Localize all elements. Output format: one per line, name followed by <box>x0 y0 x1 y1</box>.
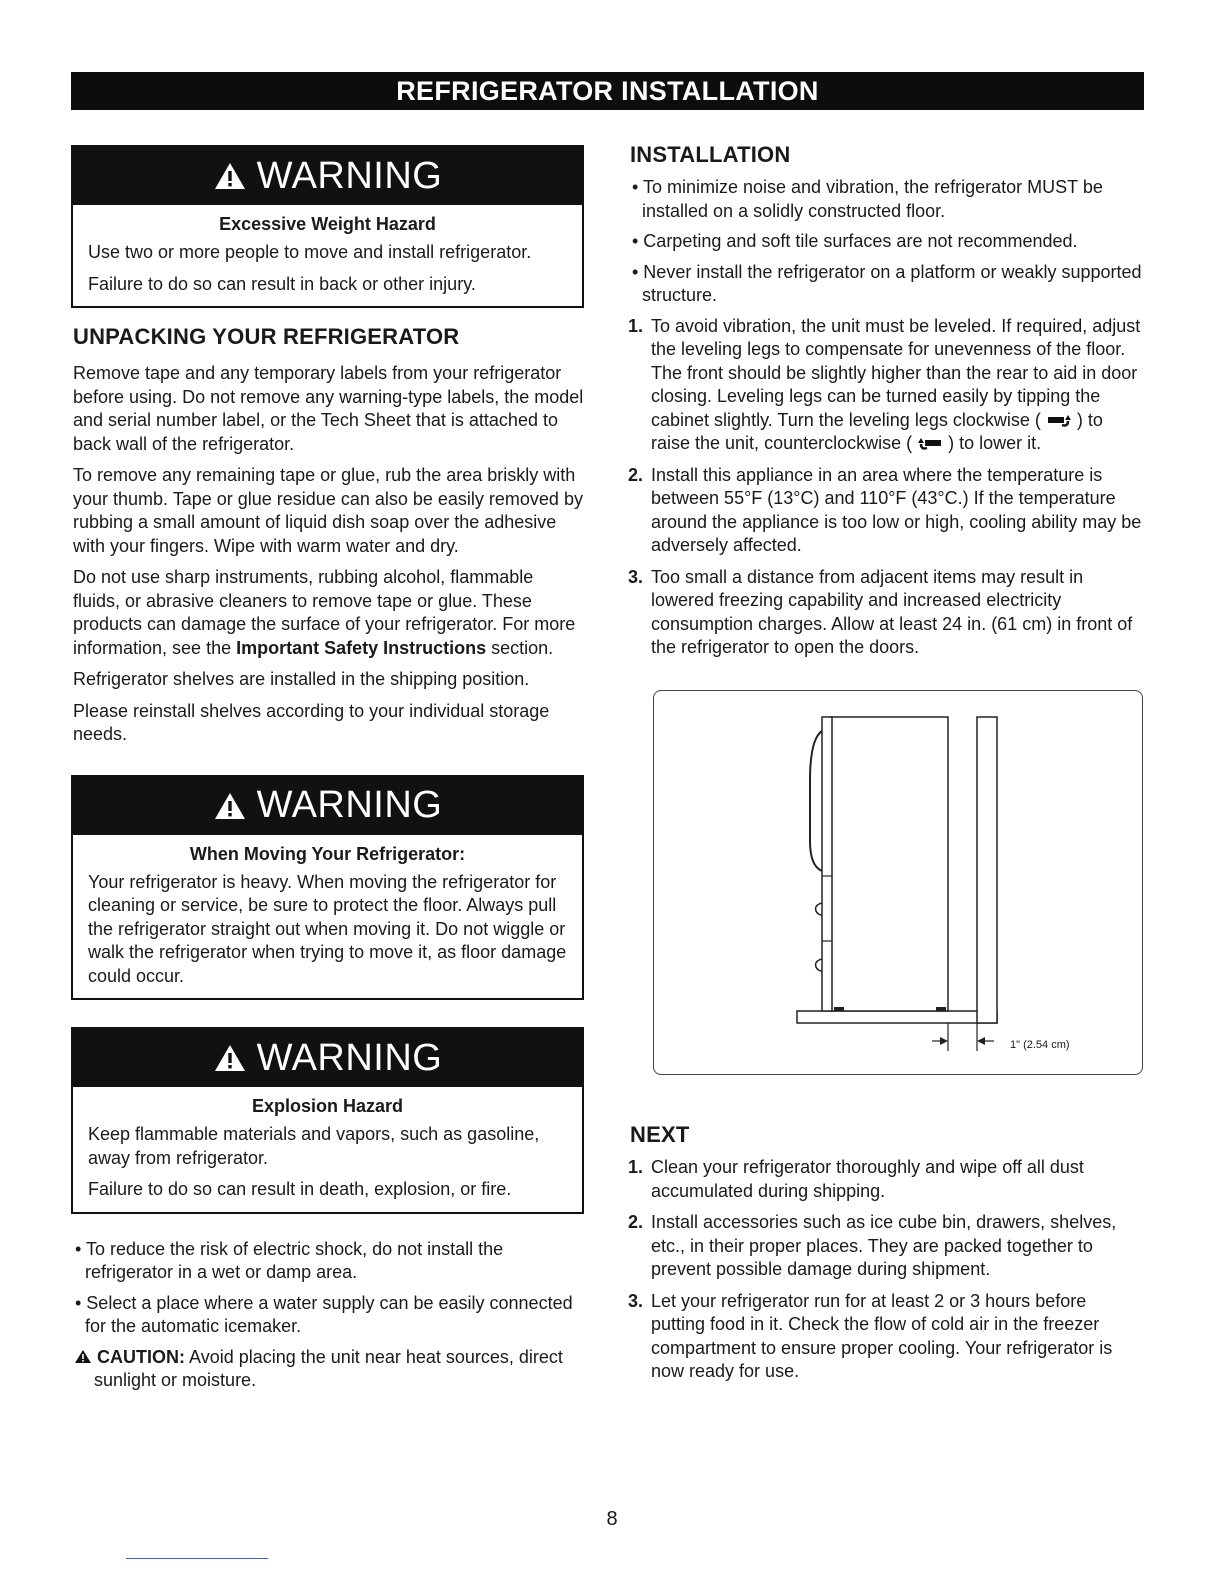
list-item: • Select a place where a water supply can be easily connected for the automatic icemaker. <box>75 1292 573 1336</box>
page-number: 8 <box>606 1508 618 1530</box>
list-item: • To reduce the risk of electric shock, do not install the refrigerator in a wet or damp area. <box>75 1238 504 1282</box>
section-heading-installation: INSTALLATION <box>630 142 791 167</box>
warning-text: Keep flammable materials and vapors, such as gasoline, away from refrigerator. <box>88 1124 540 1168</box>
refrigerator-side-view-illustration <box>654 691 1144 1076</box>
left-column <box>71 145 584 1393</box>
section-heading-unpacking: UNPACKING YOUR REFRIGERATOR <box>73 324 460 349</box>
footer-rule <box>126 1558 268 1559</box>
warning-box-moving <box>71 775 584 1001</box>
warning-subtitle: When Moving Your Refrigerator: <box>189 843 466 864</box>
gap-dimension-label: 1" (2.54 cm) <box>1010 1039 1070 1051</box>
warning-text: Failure to do so can result in back or other injury. <box>88 273 476 294</box>
list-item: • Carpeting and soft tile surfaces are not recommended. <box>632 231 1078 251</box>
warning-subtitle: Excessive Weight Hazard <box>219 214 436 234</box>
clearance-diagram <box>653 690 1143 1075</box>
warning-title: WARNING <box>256 784 443 826</box>
warning-title: WARNING <box>256 154 443 197</box>
installation-steps <box>628 315 1144 660</box>
paragraph: To remove any remaining tape or glue, rub the area briskly with your thumb. Tape or glue residue can also be easily removed by rubbing a small amount of liquid dish soap over the adhesive with your fingers. Wipe with warm water and dry. <box>73 465 583 556</box>
electrical-bullet-list <box>71 1238 584 1339</box>
paragraph: Please reinstall shelves according to your individual storage needs. <box>73 700 550 744</box>
list-item: 1. To avoid vibration, the unit must be leveled. If required, adjust the leveling legs to compensate for unevenness of the floor. The front should be slightly higher than the rear to aid in door closing. Leveling legs can be turned easily by tipping the cabinet slightly. Turn the leveling legs clockwise ( ) to raise the unit, counterclockwise ( ) to lower it. <box>628 315 1141 453</box>
counterclockwise-arrow-icon <box>917 436 943 452</box>
warning-header <box>73 147 582 205</box>
warning-title: WARNING <box>256 1036 443 1079</box>
list-item: 3. Let your refrigerator run for at least 2 or 3 hours before putting food in it. Check the flow of cold air in the freezer compartment to ensure proper cooling. Your refrigerator is now ready for use. <box>628 1290 1113 1381</box>
right-column <box>628 142 1144 668</box>
list-item: 2. Install accessories such as ice cube bin, drawers, shelves, etc., in their proper places. They are packed together to prevent possible damage during shipment. <box>628 1212 1117 1279</box>
caution-label: CAUTION: <box>97 1346 186 1367</box>
warning-header <box>73 777 582 835</box>
clockwise-arrow-icon <box>1046 413 1072 429</box>
warning-box-weight <box>71 145 584 308</box>
list-item: • Never install the refrigerator on a platform or weakly supported structure. <box>632 261 1142 305</box>
list-item: 2. Install this appliance in an area where the temperature is between 55°F (13°C) and 110°F (43°C.) If the temperature around the appliance is too low or high, cooling ability may be adversely affected. <box>628 464 1142 555</box>
caution-triangle-icon <box>74 1349 92 1364</box>
warning-header <box>73 1029 582 1087</box>
installation-bullet-list <box>628 176 1144 308</box>
section-heading-next: NEXT <box>630 1122 690 1147</box>
caution-note: CAUTION: Avoid placing the unit near heat sources, direct sunlight or moisture. <box>71 1346 584 1393</box>
warning-text: Use two or more people to move and install refrigerator. <box>88 242 532 262</box>
paragraph: Refrigerator shelves are installed in the shipping position. <box>73 669 530 689</box>
list-item: • To minimize noise and vibration, the refrigerator MUST be installed on a solidly constructed floor. <box>632 177 1103 221</box>
warning-text: Failure to do so can result in death, explosion, or fire. <box>88 1179 512 1199</box>
warning-triangle-icon <box>213 161 247 191</box>
safety-instructions-reference: Important Safety Instructions <box>236 637 487 658</box>
paragraph: Remove tape and any temporary labels from your refrigerator before using. Do not remove any warning-type labels, the model and serial number label, or the Tech Sheet that is attached to back wall of the refrigerator. <box>73 363 584 454</box>
warning-box-explosion <box>71 1027 584 1214</box>
warning-subtitle: Explosion Hazard <box>251 1096 404 1116</box>
warning-triangle-icon <box>213 1043 247 1073</box>
next-section <box>628 1122 1144 1392</box>
next-steps <box>628 1156 1144 1384</box>
paragraph: Do not use sharp instruments, rubbing alcohol, flammable fluids, or abrasive cleaners to remove tape or glue. These products can damage the surface of your refrigerator. For more information, see the Important Safety Instructions section. <box>73 567 576 658</box>
list-item: 3. Too small a distance from adjacent items may result in lowered freezing capability and increased electricity consumption charges. Allow at least 24 in. (61 cm) in front of the refrigerator to open the doors. <box>628 566 1133 657</box>
page-title: REFRIGERATOR INSTALLATION <box>71 72 1144 110</box>
warning-triangle-icon <box>213 791 247 821</box>
list-item: 1. Clean your refrigerator thoroughly and wipe off all dust accumulated during shipping. <box>628 1157 1084 1201</box>
warning-text: Your refrigerator is heavy. When moving the refrigerator for cleaning or service, be sure to protect the floor. Always pull the refrigerator straight out when moving it. Do not wiggle or walk the refrigerator when trying to move it, as floor damage could occur. <box>88 871 567 986</box>
